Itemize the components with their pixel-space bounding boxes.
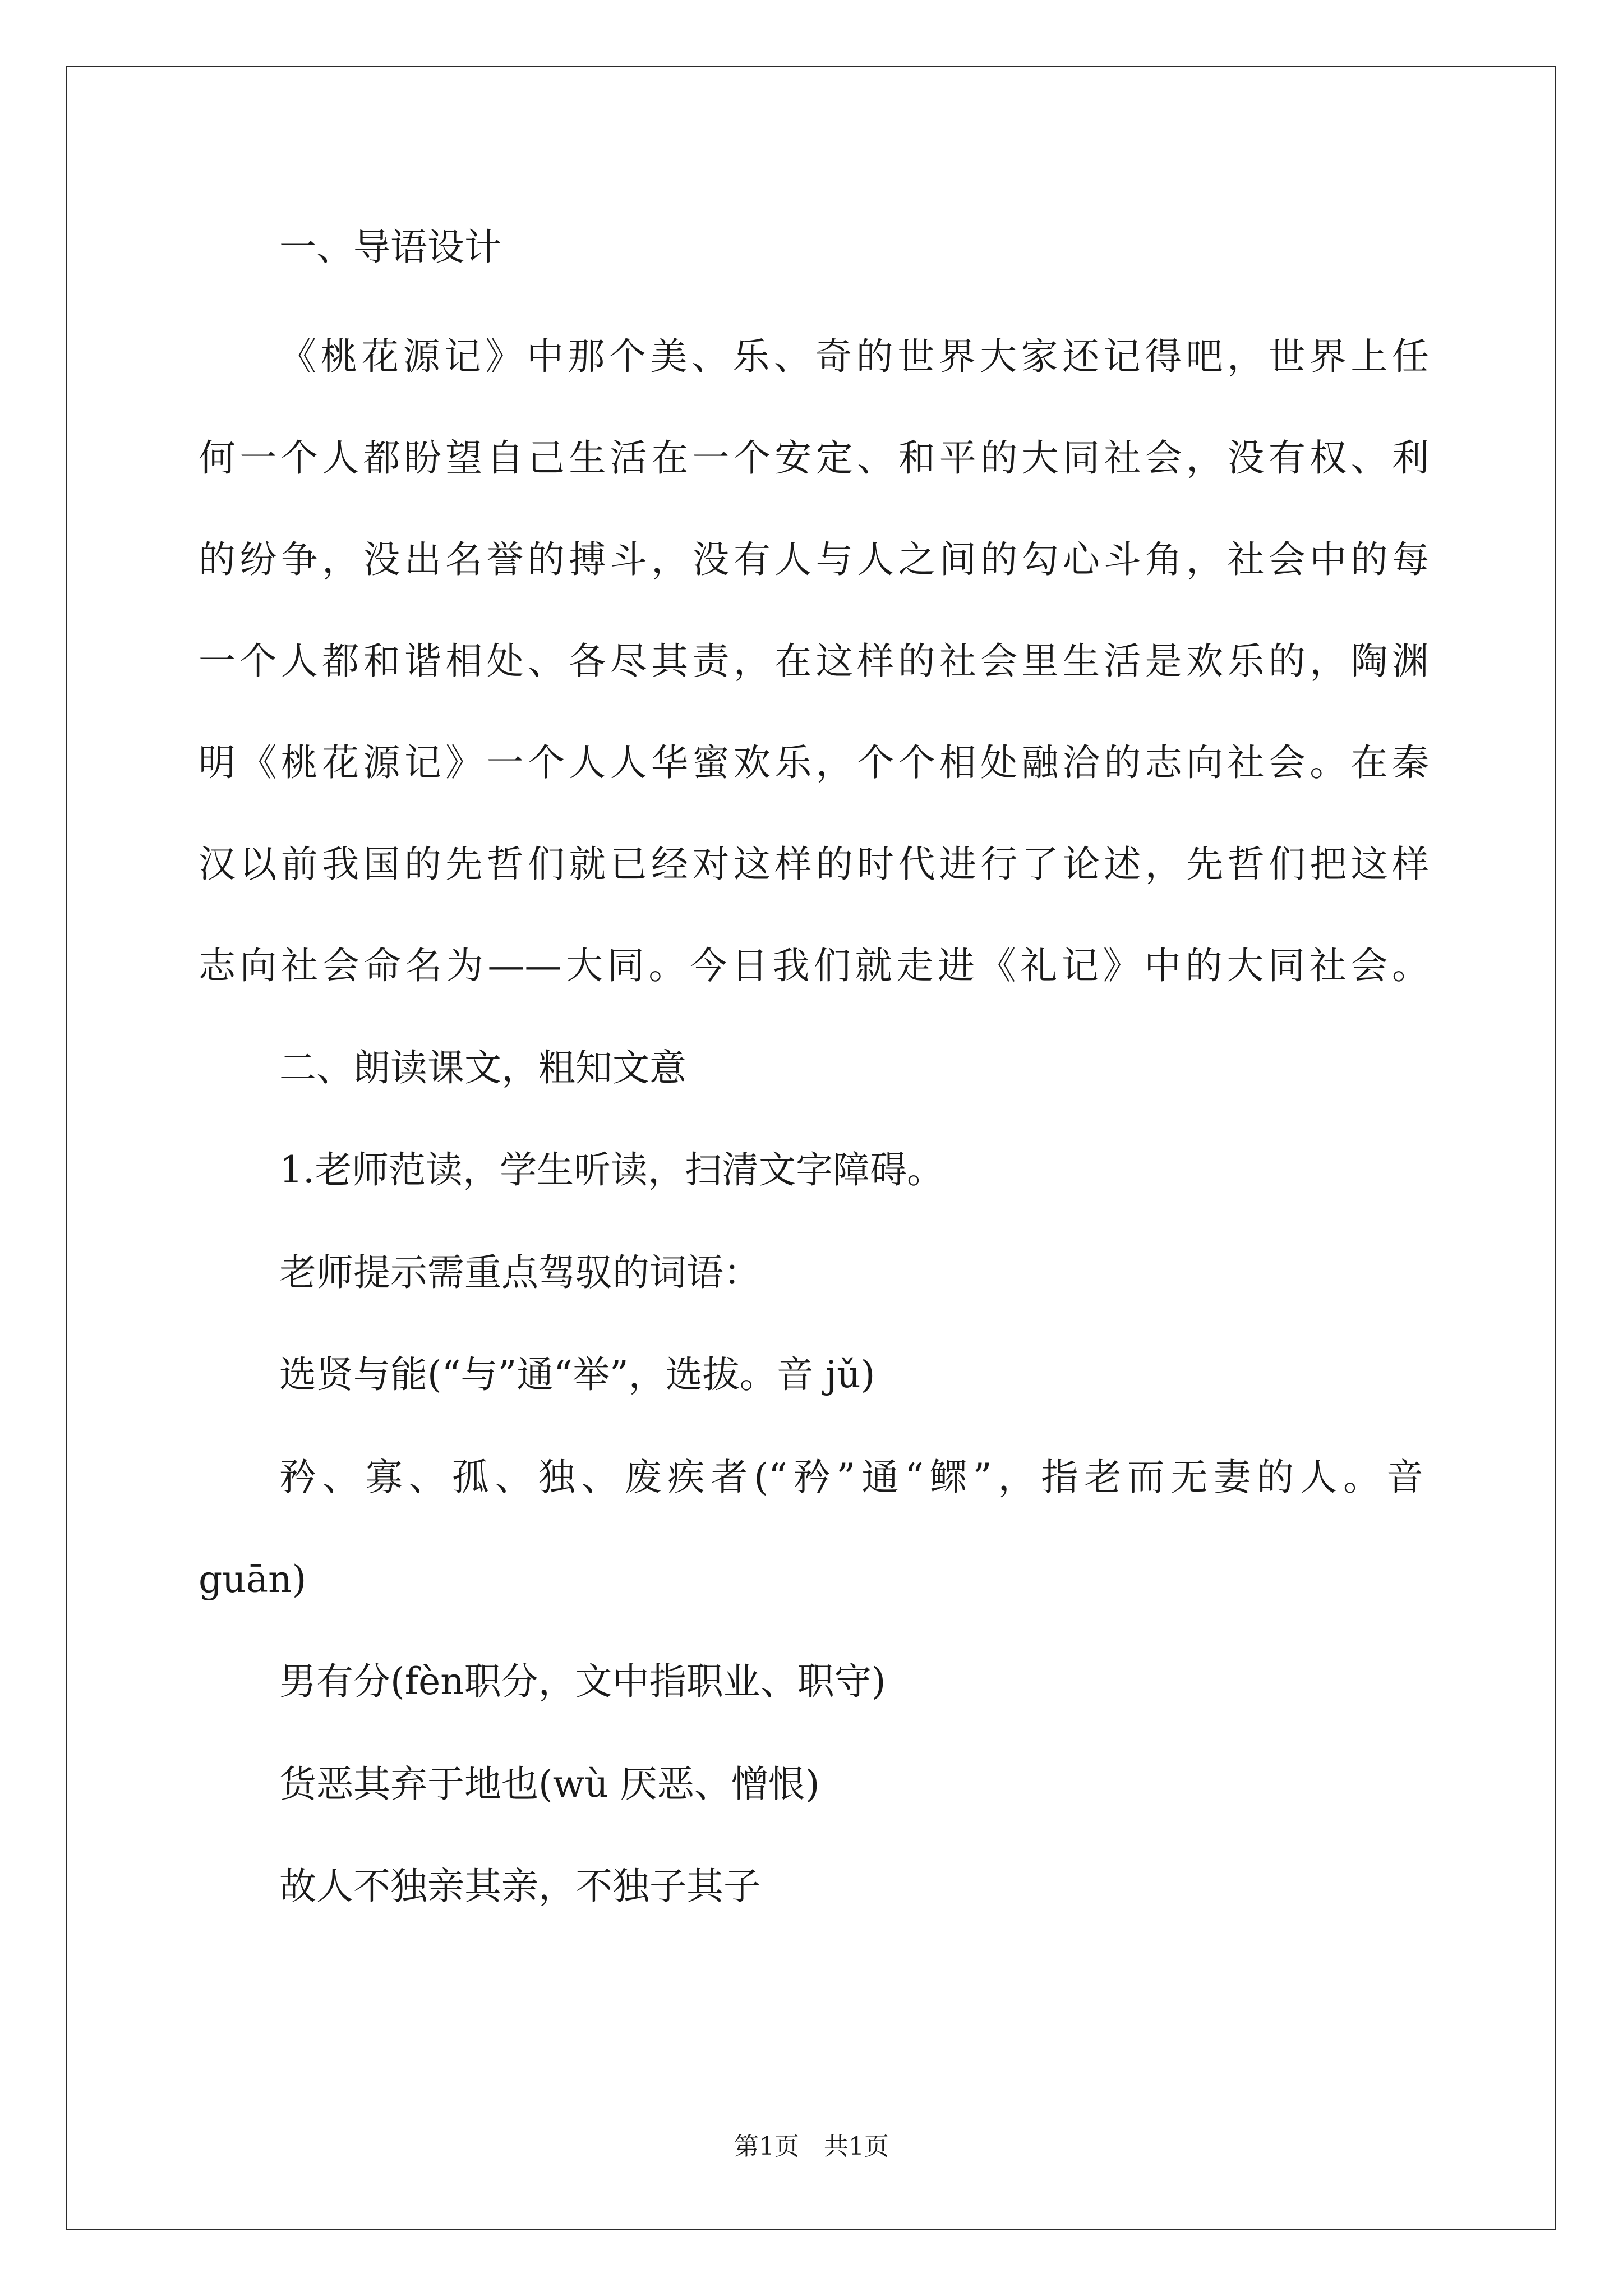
paragraph-line: 何一个人都盼望自己生活在一个安定、和平的大同社会，没有权、利 xyxy=(199,436,1429,480)
page-footer: 第1页 共1页 xyxy=(734,2132,889,2161)
paragraph-line: 汉以前我国的先哲们就已经对这样的时代进行了论述，先哲们把这样 xyxy=(199,843,1429,886)
vocab-item-continuation: guān) xyxy=(199,1558,307,1601)
vocab-item: 选贤与能(“与”通“举”，选拔。音 jǔ) xyxy=(279,1353,875,1396)
vocab-item: 故人不独亲其亲，不独子其子 xyxy=(279,1865,760,1908)
paragraph-line: 志向社会命名为——大同。今日我们就走进《礼记》中的大同社会。 xyxy=(199,944,1429,987)
paragraph-line: 的纷争，没出名誉的搏斗，没有人与人之间的勾心斗角，社会中的每 xyxy=(199,538,1429,581)
vocab-item: 男有分(fèn职分，文中指职业、职守) xyxy=(279,1660,886,1703)
heading-reading: 二、朗读课文，粗知文意 xyxy=(279,1046,686,1089)
paragraph-line: 明《桃花源记》一个人人华蜜欢乐，个个相处融洽的志向社会。在秦 xyxy=(199,741,1429,784)
heading-intro: 一、导语设计 xyxy=(279,226,501,269)
vocab-item: 矜、寡、孤、独、废疾者(“矜”通“鳏”，指老而无妻的人。音 xyxy=(279,1456,1423,1499)
vocab-item: 货恶其弃于地也(wù 厌恶、憎恨) xyxy=(279,1763,820,1806)
paragraph-line: 《桃花源记》中那个美、乐、奇的世界大家还记得吧，世界上任 xyxy=(279,335,1429,378)
list-item: 1.老师范读，学生听读，扫清文字障碍。 xyxy=(279,1148,944,1191)
paragraph-line: 一个人都和谐相处、各尽其责，在这样的社会里生活是欢乐的，陶渊 xyxy=(199,639,1429,683)
list-item: 老师提示需重点驾驭的词语： xyxy=(279,1251,760,1294)
